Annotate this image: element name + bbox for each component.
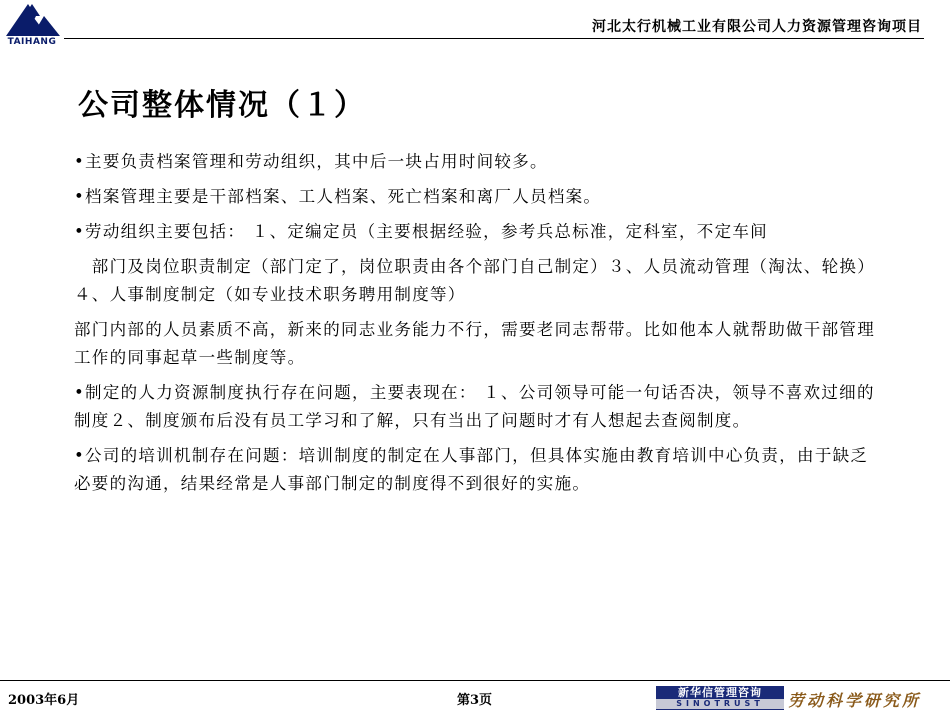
project-title: 河北太行机械工业有限公司人力资源管理咨询项目 — [592, 19, 922, 35]
footer-date: 2003年6月 — [8, 693, 80, 708]
header-divider — [64, 38, 924, 39]
sinotrust-logo-en: SINOTRUST — [656, 699, 784, 709]
page-title: 公司整体情况（１） — [78, 88, 366, 123]
paragraph: •公司的培训机制存在问题：培训制度的制定在人事部门，但具体实施由教育培训中心负责，由于缺乏必要的沟通，结果经常是人事部门制定的制度得不到很好的实施。 — [74, 446, 869, 493]
logo-caption: TAIHANG — [7, 37, 57, 47]
paragraph: •档案管理主要是干部档案、工人档案、死亡档案和离厂人员档案。 — [74, 187, 602, 206]
footer-divider — [0, 680, 950, 681]
content-body — [74, 148, 886, 505]
page-number: 第3页 — [457, 693, 493, 708]
paragraph: •劳动组织主要包括： １、定编定员（主要根据经验，参考兵总标准，定科室，不定车间 — [74, 222, 768, 241]
sinotrust-logo-cn: 新华信管理咨询 — [678, 686, 762, 699]
taihang-mountain-icon — [4, 2, 62, 38]
paragraph: 部门及岗位职责制定（部门定了，岗位职责由各个部门自己制定）３、人员流动管理（淘汰、轮换）４、人事制度制定（如专业技术职务聘用制度等） — [74, 257, 875, 304]
institute-name: 劳动科学研究所 — [788, 691, 922, 710]
paragraph: •主要负责档案管理和劳动组织，其中后一块占用时间较多。 — [74, 152, 548, 171]
sinotrust-logo — [656, 686, 784, 710]
paragraph: 部门内部的人员素质不高，新来的同志业务能力不行，需要老同志帮带。比如他本人就帮助做干部管理工作的同事起草一些制度等。 — [74, 320, 875, 367]
paragraph: •制定的人力资源制度执行存在问题，主要表现在： １、公司领导可能一句话否决，领导不喜欢过细的制度２、制度颁布后没有员工学习和了解，只有当出了问题时才有人想起去查阅制度。 — [74, 383, 875, 430]
